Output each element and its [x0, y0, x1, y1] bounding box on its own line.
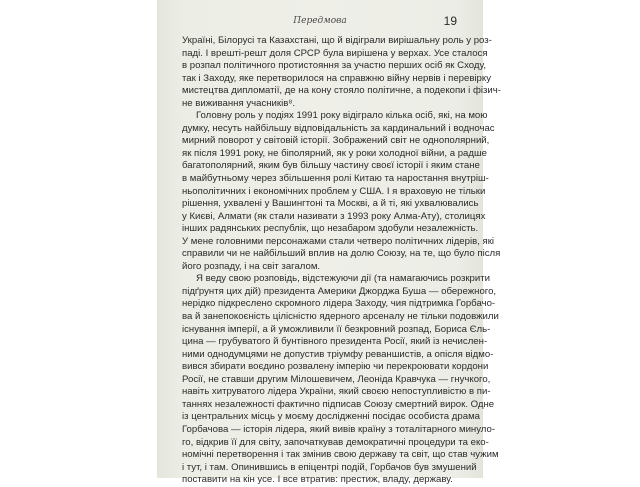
text-line: багатополярний, яким був більшу частину своєї історії і яким стане [182, 160, 480, 172]
text-line: інших радянських республік, що незабаром здобули незалежність. [182, 223, 479, 235]
text-line: справили чи не найбільший вплив на долю Союзу, на те, що було після [182, 248, 501, 260]
text-line: Горбачова — історія лідера, який вивів країну з тоталітарного минуло- [182, 423, 496, 435]
text-line: таннях незалежності фактично підписав Союзу смертний вирок. Одне [182, 398, 495, 410]
text-line: і тут, і там. Опинившись в епіцентрі подій, Горбачов був змушений [182, 461, 477, 473]
text-line: в розпал політичного протистояння за участю перших осіб як Сходу, [182, 60, 487, 72]
text-line: ньополітичних і економічних проблем у США. І я враховую не тільки [182, 185, 486, 197]
text-line: номічні перетворення і так змінив свою державу та світ, що став чужим [182, 449, 499, 461]
book-page [157, 0, 501, 486]
text-line: так і Заходу, яке перетворилося на справжню війну нервів і перевірку [182, 72, 491, 84]
text-line: цина — грубуватого й бунтівного президента Росії, який із нечислен- [182, 336, 488, 348]
text-line: У мене головними персонажами стали четверо політичних лідерів, які [182, 235, 495, 247]
text-line: вився збирати воєдино розвалену імперію чи перекроювати кордони [182, 361, 489, 373]
text-line: мистецтва дипломатії, де на кону стояло політичне, а подекопи і фізич- [182, 85, 501, 97]
page-number: 19 [443, 14, 457, 28]
text-line: у Києві, Алмати (як стали називати з 1993 року Алма-Ату), столицях [182, 210, 486, 222]
text-line: Україні, Білорусі та Казахстані, що й відіграли вирішальну роль у роз- [182, 35, 492, 46]
text-line: його розпаду, і на світ загалом. [182, 260, 321, 272]
paragraph [182, 273, 499, 486]
text-line: го, відкрив її для світу, започаткував демократичні процедури та еко- [182, 436, 489, 448]
text-line: підґрунтя цих дій) президента Америки Джорджа Буша — обережного, [182, 285, 497, 297]
text-line: мирний поворот у світовій історії. Зображений світ не однополярний, [182, 135, 490, 147]
text-line: думку, несуть найбільшу відповідальність за кардинальний і водночас [182, 122, 495, 134]
text-line: в майбутньому через збільшення ролі Китаю та наростання внутріш- [182, 173, 489, 185]
text-line: Росії, не ставши другим Мілошевичем, Леоніда Кравчука — гнучкого, [182, 373, 491, 385]
text-line: не виживання учасників⁸. [182, 97, 296, 109]
text-line: ними однодумцями не допустив тріумфу реваншистів, а опісля відмо- [182, 348, 494, 360]
text-line: як після 1991 року, не біполярний, як у роки холодної війни, а радше [182, 147, 488, 159]
text-line: Я веду свою розповідь, відстежуючи дії (та намагаючись розкрити [196, 273, 491, 285]
text-line: Головну роль у подіях 1991 року відіграло кілька осіб, які, на мою [196, 110, 488, 122]
text-line: нерідко підкреслено скромного лідера Заходу, чия підтримка Горбачо- [182, 298, 496, 310]
paragraph [182, 35, 501, 110]
body-text [182, 35, 501, 487]
text-line: навіть хитруватого лідера України, який своєю непоступливістю в пи- [182, 386, 491, 398]
page-header [157, 15, 483, 31]
text-line: ва й занепокоєність цілісністю ядерного арсеналу не тільки подовжили [182, 311, 499, 323]
text-line: поставити на кін усе. І все втратив: престиж, владу, державу. [182, 474, 453, 486]
text-line: рішення, ухвалені у Вашингтоні та Москві, а й ті, які ухвалювались [182, 198, 479, 210]
paragraph [182, 110, 501, 273]
text-line: існування імперії, а й уможливили її безкровний розпад, Бориса Єль- [182, 323, 491, 335]
text-line: із центральних місць у моєму дослідженні посідає особиста драма [182, 411, 481, 423]
text-line: паді. І врешті-решт доля СРСР була вирішена у верхах. Усе сталося [182, 47, 488, 59]
running-title: Передмова [293, 16, 347, 26]
